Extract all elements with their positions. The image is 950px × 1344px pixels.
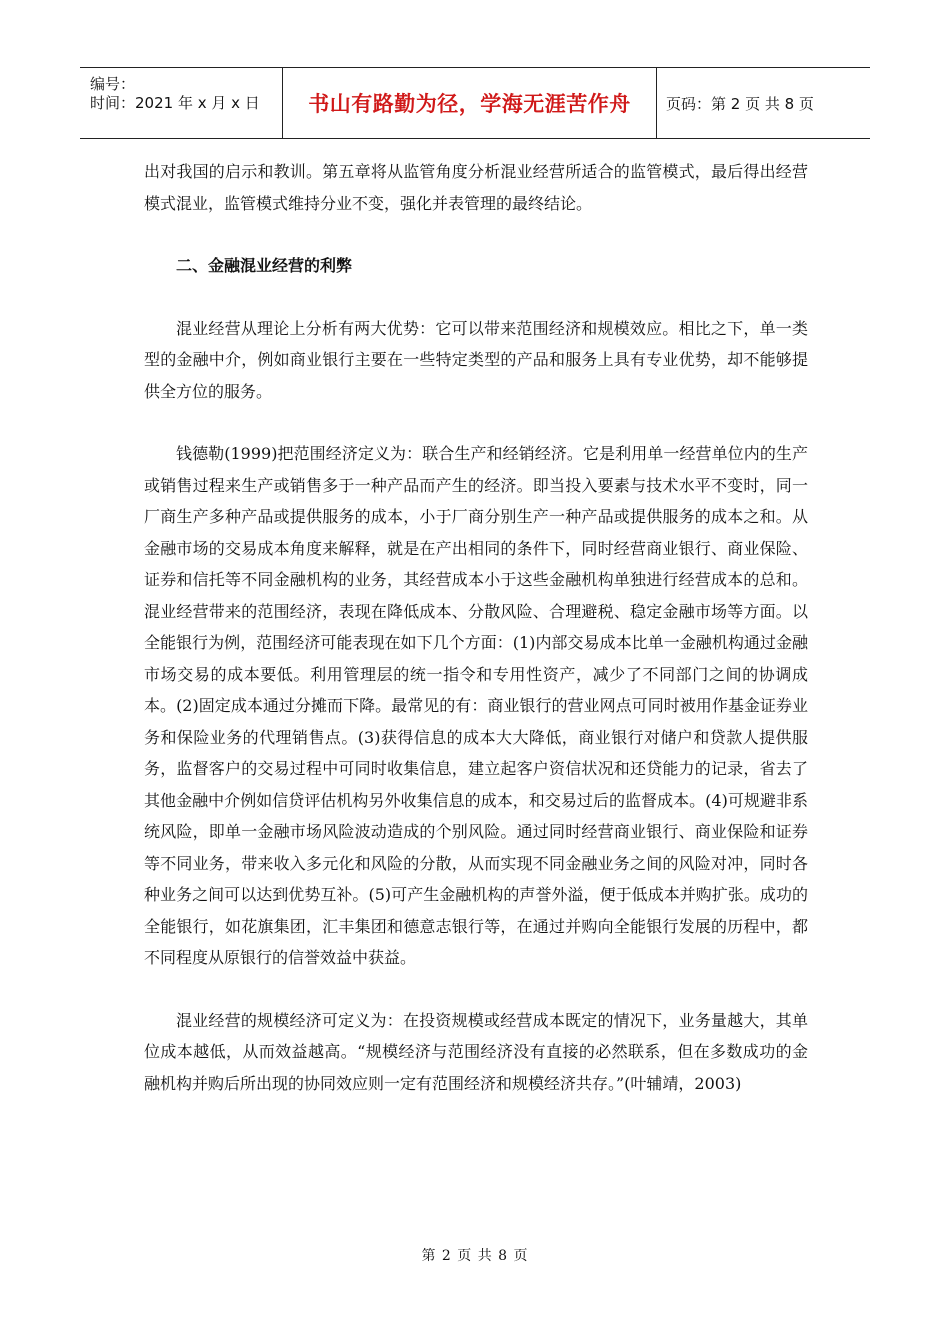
paragraph: 钱德勒(1999)把范围经济定义为：联合生产和经销经济。它是利用单一经营单位内的生产或销售过程来生产或销售多于一种产品而产生的经济。即当投入要素与技术水平不变时，同一厂商生产多种产品或提供服务的成本，小于厂商分别生产一种产品或提供服务的成本之和。从金融市场的交易成本角度来解释，就是在产出相同的条件下，同时经营商业银行、商业保险、证券和信托等不同金融机构的业务，其经营成本小于这些金融机构单独进行经营成本的总和。混业经营带来的范围经济，表现在降低成本、分散风险、合理避税、稳定金融市场等方面。以全能银行为例，范围经济可能表现在如下几个方面：(1)内部交易成本比单一金融机构通过金融市场交易的成本要低。利用管理层的统一指令和专用性资产，减少了不同部门之间的协调成本。(2)固定成本通过分摊而下降。最常见的有：商业银行的营业网点可同时被用作基金证券业务和保险业务的代理销售点。(3)获得信息的成本大大降低，商业银行对储户和贷款人提供服务，监督客户的交易过程中可同时收集信息，建立起客户资信状况和还贷能力的记录，省去了其他金融中介例如信贷评估机构另外收集信息的成本，和交易过后的监督成本。(4)可规避非系统风险，即单一金融市场风险波动造成的个别风险。通过同时经营商业银行、商业保险和证券等不同业务，带来收入多元化和风险的分散，从而实现不同金融业务之间的风险对冲，同时各种业务之间可以达到优势互补。(5)可产生金融机构的声誉外溢，便于低成本并购扩张。成功的全能银行，如花旗集团，汇丰集团和德意志银行等，在通过并购向全能银行发展的历程中，都不同程度从原银行的信誉效益中获益。 bbox=[144, 444, 808, 967]
page-header bbox=[80, 67, 870, 139]
header-number-label: 编号： bbox=[90, 75, 136, 93]
section-heading: 二、金融混业经营的利弊 bbox=[176, 256, 353, 275]
header-date: 时间：2021 年 x 月 x 日 bbox=[90, 94, 260, 112]
paragraph: 混业经营的规模经济可定义为：在投资规模或经营成本既定的情况下，业务量越大，其单位成本越低，从而效益越高。“规模经济与范围经济没有直接的必然联系，但在多数成功的金融机构并购后所出现的协同效应则一定有范围经济和规模经济共存。”(叶辅靖，2003) bbox=[144, 1010, 808, 1093]
document-body bbox=[144, 156, 808, 1099]
header-divider bbox=[656, 68, 657, 138]
header-page-info: 页码：第 2 页 共 8 页 bbox=[666, 94, 814, 113]
header-motto: 书山有路勤为径，学海无涯苦作舟 bbox=[308, 92, 631, 116]
page-footer: 第 2 页 共 8 页 bbox=[421, 1248, 529, 1264]
header-meta bbox=[80, 68, 280, 138]
paragraph: 混业经营从理论上分析有两大优势：它可以带来范围经济和规模效应。相比之下，单一类型的金融中介，例如商业银行主要在一些特定类型的产品和服务上具有专业优势，却不能够提供全方位的服务。 bbox=[144, 318, 808, 401]
paragraph: 出对我国的启示和教训。第五章将从监管角度分析混业经营所适合的监管模式，最后得出经营模式混业，监管模式维持分业不变，强化并表管理的最终结论。 bbox=[144, 162, 808, 213]
